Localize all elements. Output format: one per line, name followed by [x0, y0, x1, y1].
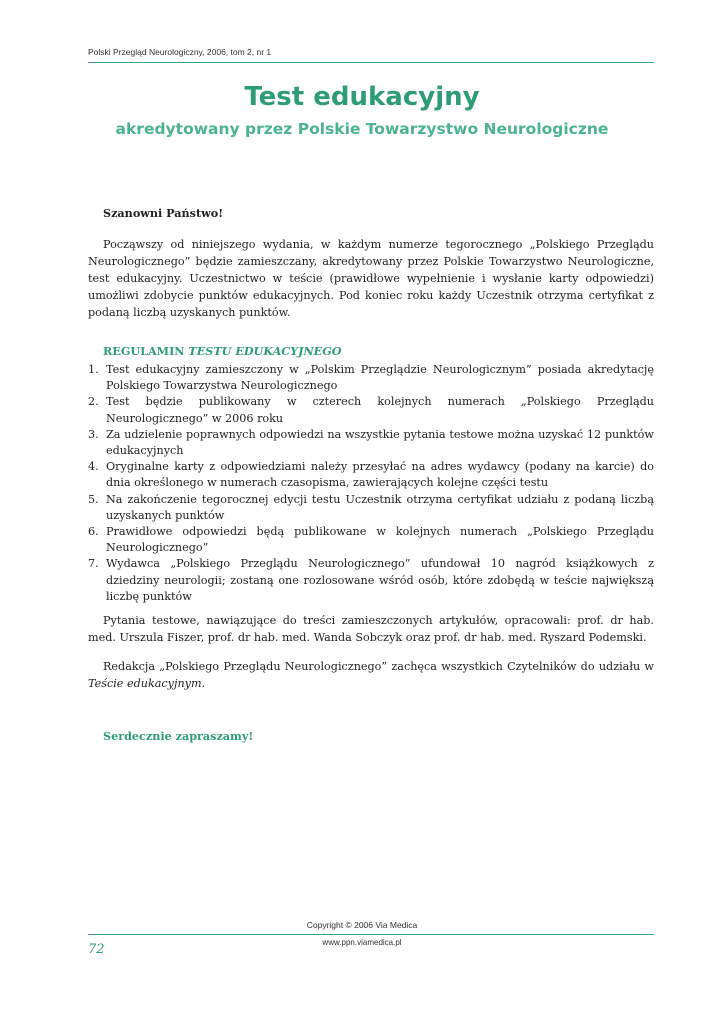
editorial-paragraph [88, 658, 654, 692]
page-title: Test edukacyjny [244, 82, 480, 112]
list-item [88, 459, 654, 491]
closing-line: Serdecznie zapraszamy! [103, 729, 254, 743]
footer-rule [88, 934, 654, 935]
page-subtitle: akredytowany przez Polskie Towarzystwo Neurologiczne [115, 120, 609, 138]
list-item-number: 2. [88, 395, 99, 409]
list-item [88, 556, 654, 605]
header-rule [88, 62, 654, 63]
authors-paragraph: Pytania testowe, nawiązujące do treści zamieszczonych artykułów, opracowali: prof. dr hab. med. Urszula Fiszer, prof. dr hab. med. Wanda Sobczyk oraz prof. dr hab. med. Ryszard Podemski. [88, 614, 654, 644]
regulations-heading-regular: REGULAMIN [103, 344, 189, 358]
list-item-text: Oryginalne karty z odpowiedziami należy przesyłać na adres wydawcy (podany na karcie) do dnia określonego w numerach czasopisma, zawierających kolejne części testu [106, 460, 654, 490]
list-item-number: 7. [88, 557, 99, 571]
list-item-number: 6. [88, 525, 99, 539]
intro-paragraph: Począwszy od niniejszego wydania, w każdym numerze tegorocznego „Polskiego Przeglądu Neurologicznego” będzie zamieszczany, akredytowany przez Polskie Towarzystwo Neurologiczne, test edukacyjny. Uczestnictwo w teście (prawidłowe wypełnienie i wysłanie karty odpowiedzi) umożliwi zdobycie punktów edukacyjnych. Pod koniec roku każdy Uczestnik otrzyma certyfikat z podaną liczbą uzyskanych punktów. [88, 238, 654, 319]
list-item-text: Prawidłowe odpowiedzi będą publikowane w kolejnych numerach „Polskiego Przeglądu Neurologicznego” [106, 525, 654, 555]
list-item-number: 3. [88, 427, 99, 441]
editorial-italic-text: Teście edukacyjnym. [88, 677, 206, 690]
regulations-heading [103, 344, 342, 358]
list-item [88, 362, 654, 394]
list-item-number: 4. [88, 460, 99, 474]
editorial-text: Redakcja „Polskiego Przeglądu Neurologicznego” zachęca wszystkich Czytelników do udziału w [103, 660, 654, 673]
list-item [88, 394, 654, 426]
list-item-text: Wydawca „Polskiego Przeglądu Neurologicznego” ufundował 10 nagród książkowych z dziedziny neurologii; zostaną one rozlosowane wśród osób, które zdobędą w teście największą liczbę punktów [106, 557, 654, 603]
list-item-text: Za udzielenie poprawnych odpowiedzi na wszystkie pytania testowe można uzyskać 12 punktów edukacyjnych [106, 427, 654, 458]
running-header: Polski Przegląd Neurologiczny, 2006, tom 2, nr 1 [88, 47, 272, 57]
regulations-list [88, 362, 654, 605]
copyright-notice: Copyright © 2006 Via Medica [306, 920, 418, 930]
list-item-text: Na zakończenie tegorocznej edycji testu Uczestnik otrzyma certyfikat udziału z podaną liczbą uzyskanych punktów [106, 492, 654, 522]
list-item-number: 1. [88, 363, 99, 376]
regulations-heading-italic: TESTU EDUKACYJNEGO [188, 344, 342, 358]
list-item [88, 492, 654, 524]
list-item-number: 5. [88, 492, 99, 506]
list-item-text: Test będzie publikowany w czterech kolejnych numerach „Polskiego Przeglądu Neurologicznego” w 2006 roku [106, 395, 654, 425]
list-item-text: Test edukacyjny zamieszczony w „Polskim Przeglądzie Neurologicznym” posiada akredytację Polskiego Towarzystwa Neurologicznego [106, 363, 654, 393]
list-item [88, 427, 654, 459]
list-item [88, 524, 654, 556]
greeting: Szanowni Państwo! [103, 206, 224, 220]
footer-url[interactable]: www.ppn.viamedica.pl [322, 938, 402, 947]
page-number: 72 [88, 942, 105, 957]
